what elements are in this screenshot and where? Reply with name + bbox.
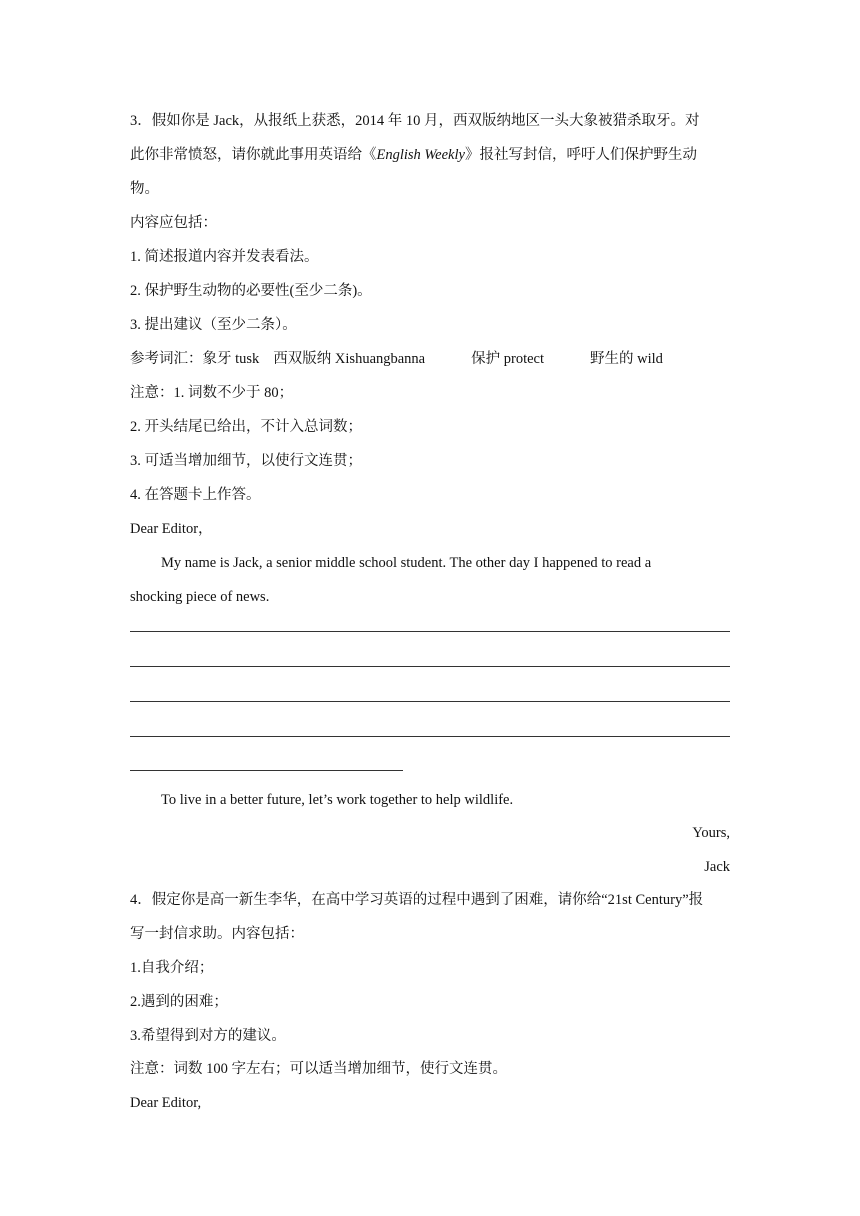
q3-prompt-line2 [130, 145, 697, 165]
q4-point-1: 1.自我介绍； [130, 960, 214, 976]
q3-closing: To live in a better future, let’s work together to help wildlife. [161, 792, 514, 808]
answer-line-5 [130, 770, 403, 771]
q3-reference-vocab [130, 349, 663, 369]
q4-point-3: 3.希望得到对方的建议。 [130, 1028, 286, 1044]
q3-opening-line1: My name is Jack, a senior middle school student. The other day I happened to read a [161, 555, 652, 571]
q3-opening-line2: shocking piece of news. [130, 589, 270, 605]
q3-salutation: Dear Editor， [130, 521, 213, 537]
answer-line-4 [130, 736, 730, 737]
q3-point-2: 2. 保护野生动物的必要性(至少二条)。 [130, 283, 372, 299]
q3-prompt-line3: 物。 [130, 181, 159, 197]
q3-prompt-line1: 3．假如你是 Jack，从报纸上获悉，2014 年 10 月，西双版纳地区一头大象被猎杀取牙。对 [130, 113, 700, 129]
q4-salutation: Dear Editor, [130, 1095, 202, 1111]
q4-prompt-line2: 写一封信求助。内容包括： [130, 926, 304, 942]
q3-signature: Jack [704, 859, 730, 875]
q3-point-1: 1. 简述报道内容并发表看法。 [130, 249, 319, 265]
q3-signoff: Yours, [692, 825, 730, 841]
q4-prompt-line1: 4．假定你是高一新生李华，在高中学习英语的过程中遇到了困难，请你给“21st Century”报 [130, 892, 704, 908]
q4-note: 注意：词数 100 字左右；可以适当增加细节，使行文连贯。 [130, 1061, 507, 1077]
vocab-protect: 保护 protect [471, 351, 545, 367]
q3-note-4: 4. 在答题卡上作答。 [130, 487, 261, 503]
q3-content-heading: 内容应包括： [130, 215, 217, 231]
q4-point-2: 2.遇到的困难； [130, 994, 228, 1010]
q3-note-2: 2. 开头结尾已给出，不计入总词数； [130, 419, 362, 435]
q3-note-1: 注意：1. 词数不少于 80； [130, 385, 294, 401]
q3-prompt-line2-end: 》报社写封信，呼吁人们保护野生动 [464, 147, 697, 163]
vocab-xishuangbanna: 西双版纳 Xishuangbanna [273, 351, 426, 367]
answer-line-3 [130, 701, 730, 702]
answer-line-1 [130, 631, 730, 632]
vocab-tusk: 参考词汇：象牙 tusk [130, 351, 260, 367]
q3-note-3: 3. 可适当增加细节，以使行文连贯； [130, 453, 362, 469]
vocab-wild: 野生的 wild [590, 351, 663, 367]
newspaper-title: English Weekly [376, 147, 465, 163]
q3-prompt-line2-start: 此你非常愤怒，请你就此事用英语给《 [130, 147, 377, 163]
answer-line-2 [130, 666, 730, 667]
q3-point-3: 3. 提出建议（至少二条）。 [130, 317, 297, 333]
